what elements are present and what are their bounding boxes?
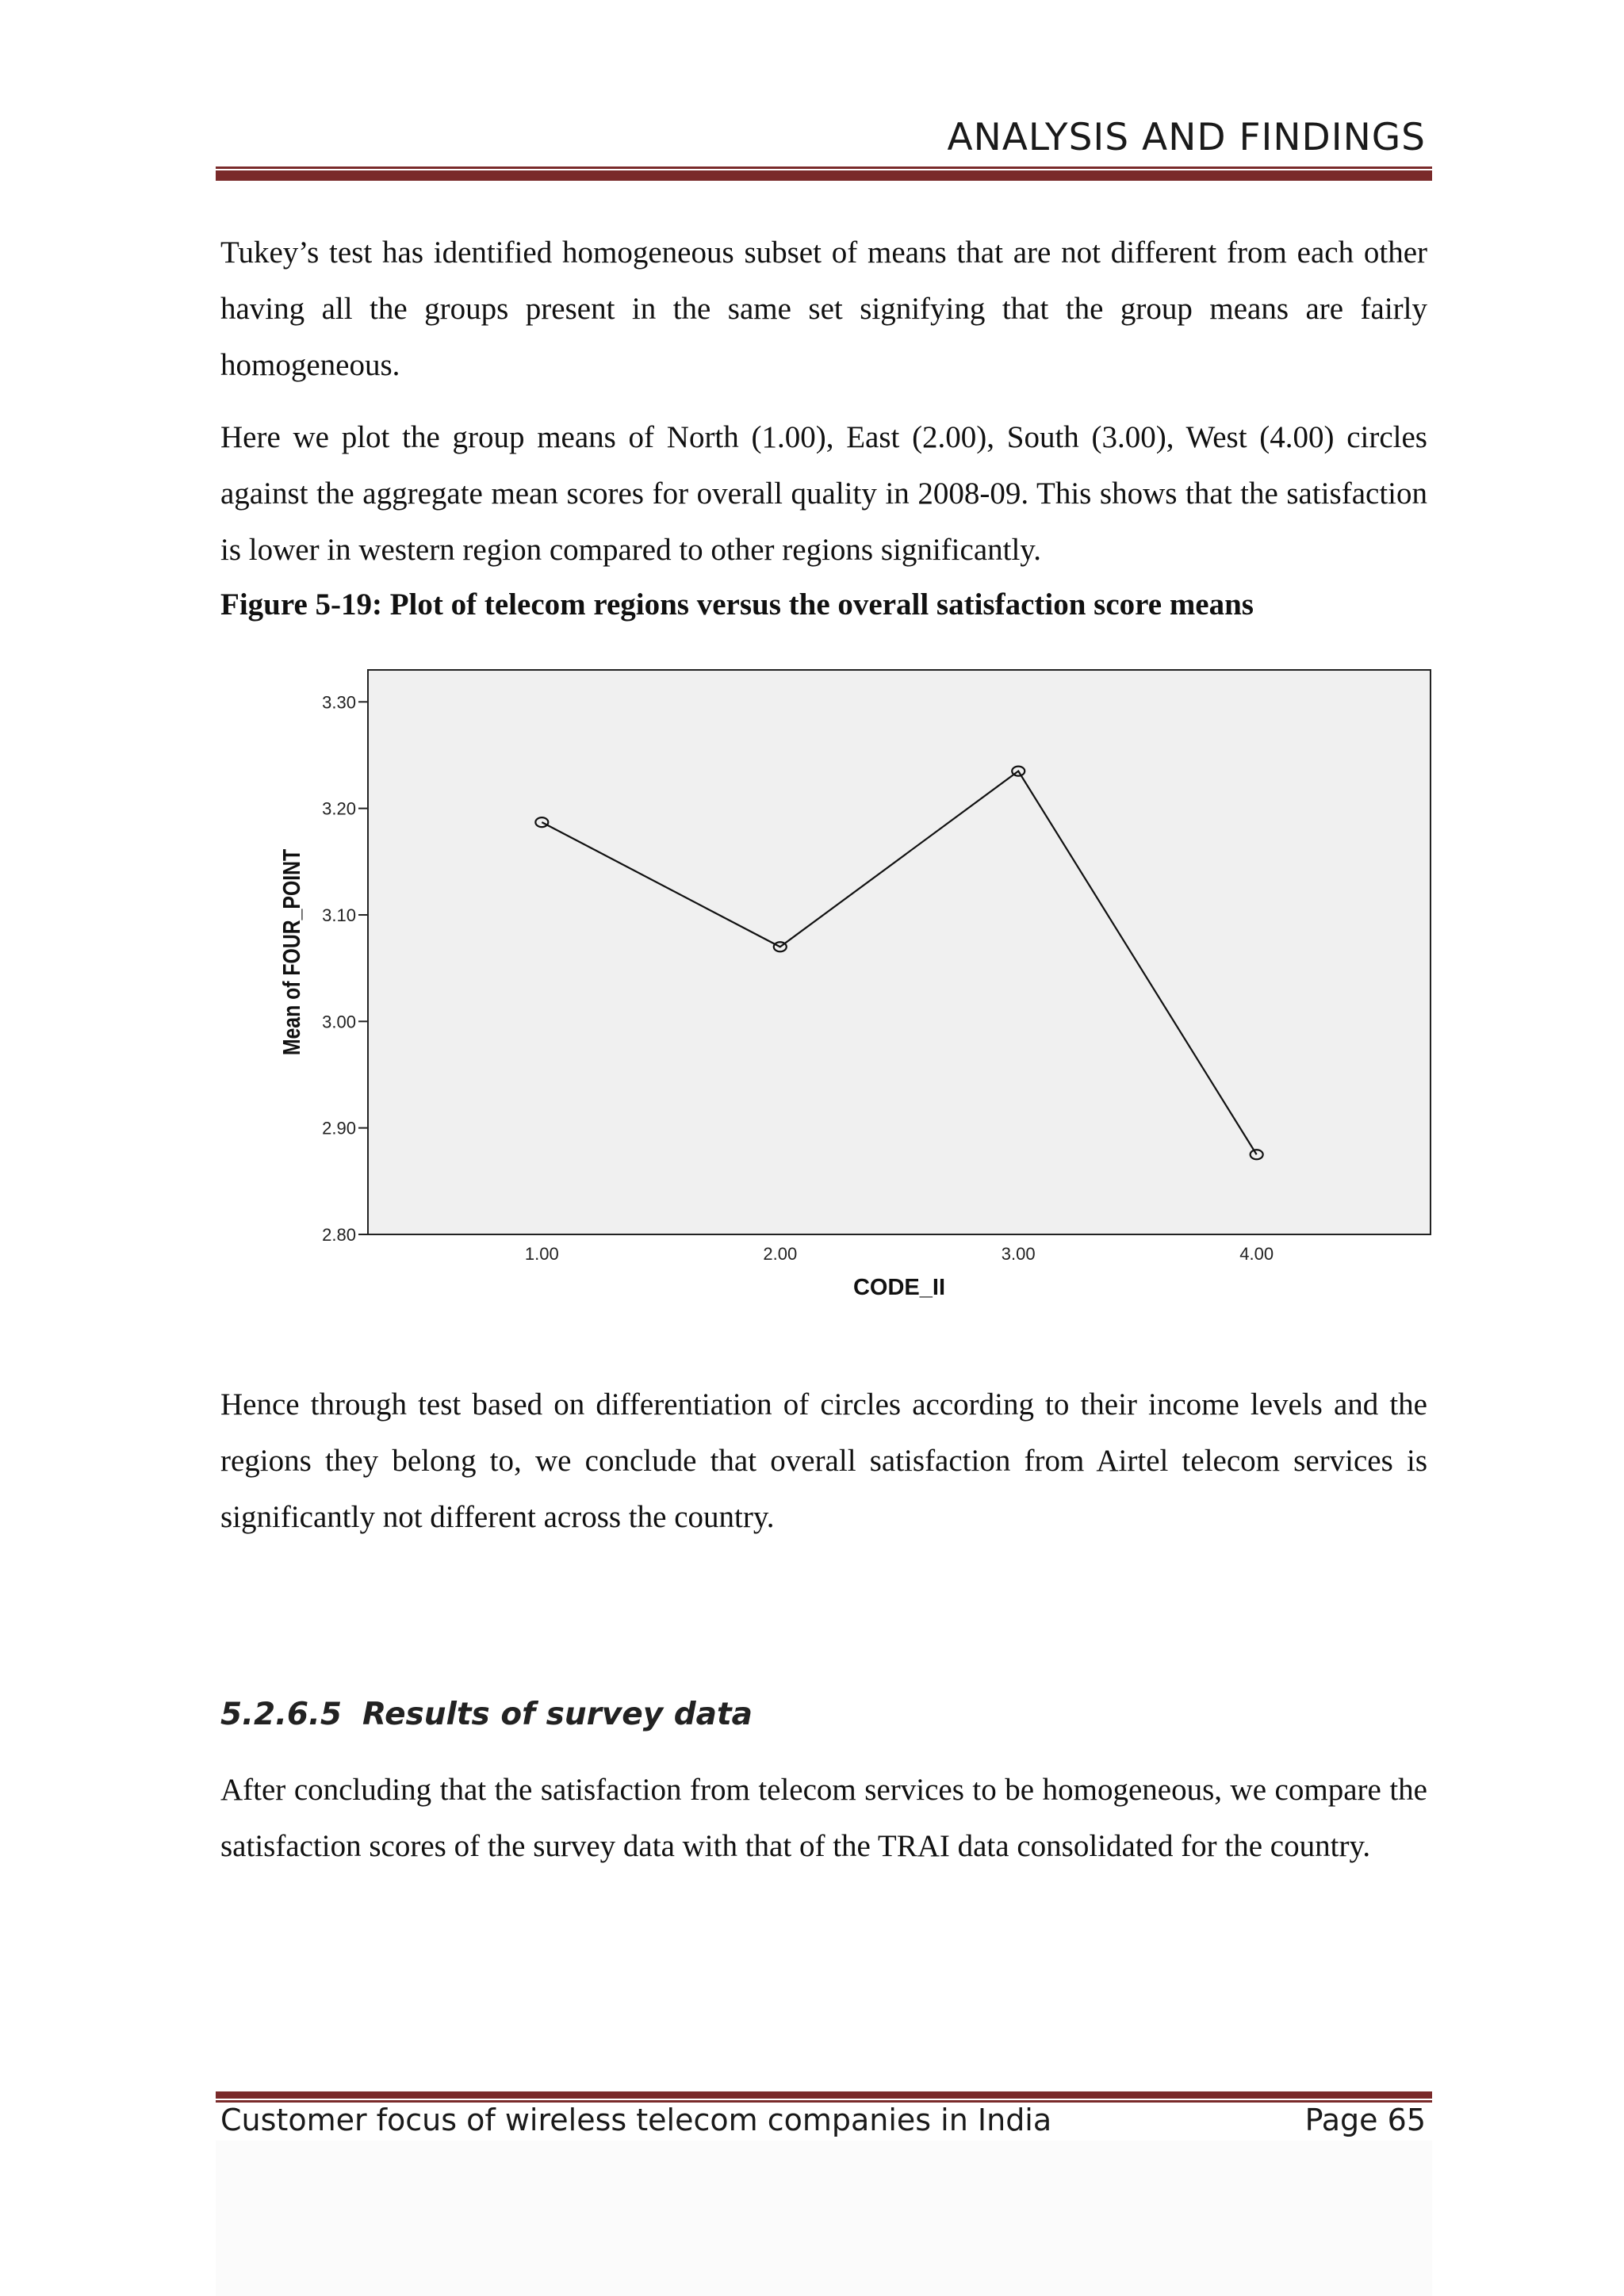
paragraph-conclusion: Hence through test based on differentiation of circles according to their income levels and the regions they belong to, we conclude that overall satisfaction from Airtel telecom services is significantly not different across the country. [220, 1387, 1427, 1534]
y-tick-label: 2.80 [322, 1225, 356, 1245]
x-tick-label: 4.00 [1239, 1244, 1274, 1264]
footer-shade [216, 2141, 1432, 2296]
x-tick-label: 3.00 [1001, 1244, 1036, 1264]
footer-rule-thick [216, 2091, 1432, 2099]
x-axis-label: CODE_II [852, 1275, 946, 1300]
figure-caption: Figure 5-19: Plot of telecom regions versus the overall satisfaction score means [220, 587, 1254, 622]
y-tick-label: 3.00 [322, 1012, 356, 1032]
paragraph-group-means: Here we plot the group means of North (1.00), East (2.00), South (3.00), West (4.00) circles against the aggregate mean scores for overall quality in 2008-09. This shows that the satisfaction is lower in western region compared to other regions significantly. [220, 420, 1427, 567]
paragraph-tukey: Tukey’s test has identified homogeneous subset of means that are not different from each other having all the groups present in the same set signifying that the group means are fairly homogeneous. [220, 235, 1427, 382]
section-title: Results of survey data [362, 1697, 753, 1732]
plot-area [368, 670, 1431, 1234]
section-number: 5.2.6.5 [220, 1697, 342, 1732]
paragraph-survey: After concluding that the satisfaction from telecom services to be homogeneous, we compare the satisfaction scores of the survey data with that of the TRAI data consolidated for the country. [220, 1773, 1427, 1863]
footer-title: Customer focus of wireless telecom companies in India [220, 2103, 1052, 2137]
y-tick-label: 3.20 [322, 798, 356, 819]
x-tick-label: 2.00 [763, 1244, 798, 1264]
y-tick-label: 2.90 [322, 1118, 356, 1138]
running-header: ANALYSIS AND FINDINGS [947, 116, 1426, 159]
x-tick-label: 1.00 [524, 1244, 559, 1264]
chart-plot-group [278, 670, 1431, 1300]
page-number: Page 65 [1304, 2103, 1426, 2137]
section-heading [220, 1697, 753, 1732]
y-tick-label: 3.30 [322, 692, 356, 713]
y-tick-label: 3.10 [322, 905, 356, 925]
y-axis-label: Mean of FOUR_POINT [278, 848, 305, 1056]
